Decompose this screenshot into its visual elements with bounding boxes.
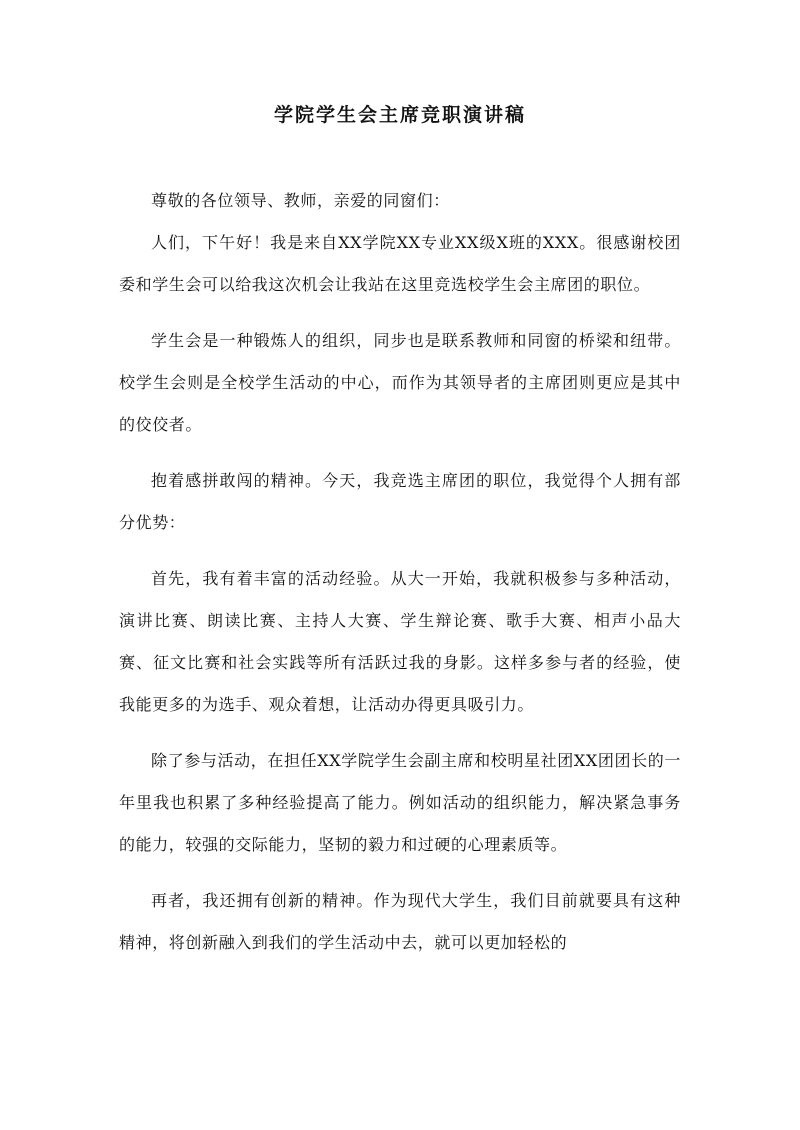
greeting-paragraph: 尊敬的各位领导、教师，亲爱的同窗们： xyxy=(151,191,450,210)
innovation-paragraph: 再者，我还拥有创新的精神。作为现代大学生，我们目前就要具有这种精神，将创新融入到我们的学生活动中去，就可以更加轻松的 xyxy=(119,891,681,952)
document-body xyxy=(119,180,681,978)
abilities-paragraph: 除了参与活动，在担任XX学院学生会副主席和校明星社团XX团团长的一年里我也积累了多种经验提高了能力。例如活动的组织能力，解决紧急事务的能力，较强的交际能力，坚韧的毅力和过硬的心理素质等。 xyxy=(119,751,681,854)
student-union-paragraph: 学生会是一种锻炼人的组织，同步也是联系教师和同窗的桥梁和纽带。校学生会则是全校学生活动的中心，而作为其领导者的主席团则更应是其中的佼佼者。 xyxy=(119,331,681,434)
advantages-intro-paragraph: 抱着感拼敢闯的精神。今天，我竞选主席团的职位，我觉得个人拥有部分优势： xyxy=(119,471,681,532)
experience-paragraph: 首先，我有着丰富的活动经验。从大一开始，我就积极参与多种活动，演讲比赛、朗读比赛、主持人大赛、学生辩论赛、歌手大赛、相声小品大赛、征文比赛和社会实践等所有活跃过我的身影。这样多参与者的经验，使我能更多的为选手、观众着想，让活动办得更具吸引力。 xyxy=(119,569,681,714)
document-title: 学院学生会主席竞职演讲稿 xyxy=(273,104,526,126)
introduction-paragraph: 人们，下午好！我是来自XX学院XX专业XX级X班的XXX。很感谢校团委和学生会可以给我这次机会让我站在这里竞选校学生会主席团的职位。 xyxy=(119,233,681,294)
